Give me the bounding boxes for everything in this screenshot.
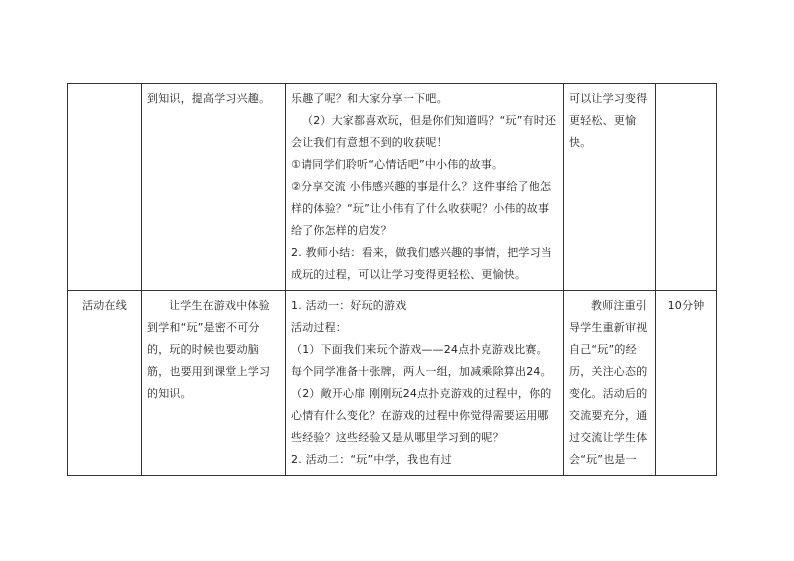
process-line: 2. 教师小结：看来，做我们感兴趣的事情，把学习当成玩的过程，可以让学习变得更轻松、更愉快。	[291, 246, 552, 281]
process-line: 2. 活动二：“玩”中学，我也有过	[291, 453, 452, 466]
lesson-plan-table	[67, 83, 717, 476]
intent-text: 让学生在游戏中体验到学和“玩”是密不可分的，玩的时候也要动脑筋，也要用到课堂上学习的知识。	[147, 299, 271, 400]
table-row	[68, 291, 717, 476]
design-intent-cell	[142, 84, 286, 291]
activity-process-cell	[286, 291, 564, 476]
design-intent-cell	[142, 291, 286, 476]
time-cell: 10分钟	[656, 291, 717, 476]
activity-process-cell	[286, 84, 564, 291]
process-line: 1. 活动一：好玩的游戏	[291, 299, 407, 312]
process-line: （2）大家都喜欢玩，但是你们知道吗？“玩”有时还会让我们有意想不到的收获呢！	[291, 114, 557, 149]
teaching-tips-cell	[564, 84, 656, 291]
activity-name-cell: 活动在线	[68, 291, 142, 476]
tips-text: 教师注重引导学生重新审视自己“玩”的经历，关注心态的变化。活动后的交流要充分，通过交流让学生体会“玩”也是一	[569, 299, 648, 466]
process-line: 乐趣了呢？和大家分享一下吧。	[291, 92, 448, 105]
process-line: （2）敞开心扉 刚刚玩24点扑克游戏的过程中，你的心情有什么变化？在游戏的过程中你觉得需要运用哪些经验？这些经验又是从哪里学习到的呢？	[291, 387, 552, 444]
time-cell	[656, 84, 717, 291]
process-line: 活动过程：	[291, 321, 347, 334]
intent-text: 到知识，提高学习兴趣。	[147, 92, 271, 105]
teaching-tips-cell	[564, 291, 656, 476]
activity-name-cell	[68, 84, 142, 291]
process-line: ①请同学们聆听“心情话吧”中小伟的故事。	[291, 158, 504, 171]
process-line: ②分享交流 小伟感兴趣的事是什么？这件事给了他怎样的体验？“玩”让小伟有了什么收获呢？小伟的故事给了你怎样的启发？	[291, 180, 552, 237]
tips-text: 可以让学习变得更轻松、更愉快。	[569, 92, 648, 149]
process-line: （1）下面我们来玩个游戏——24点扑克游戏比赛。每个同学准备十张牌，两人一组，加减乘除算出24。	[291, 343, 552, 378]
table-row	[68, 84, 717, 291]
